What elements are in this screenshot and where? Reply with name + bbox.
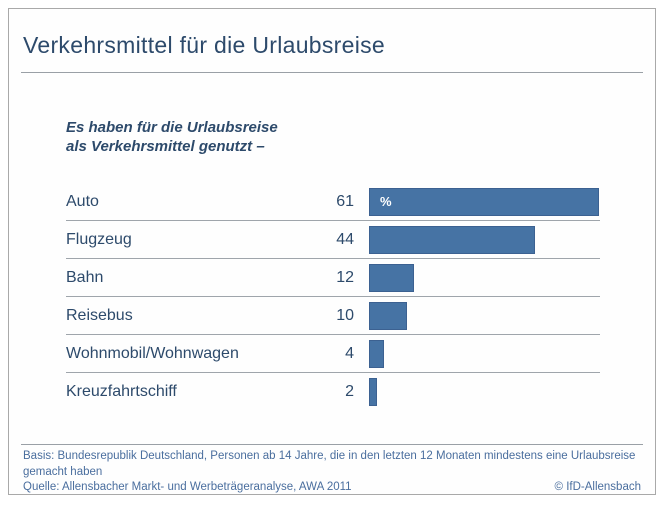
category-label: Auto	[66, 192, 99, 210]
category-label: Reisebus	[66, 306, 133, 324]
chart-row-bahn	[66, 259, 600, 297]
value-label: 2	[345, 383, 354, 400]
footer-copyright: © IfD-Allensbach	[554, 481, 641, 493]
chart-row-wohnmobil	[66, 335, 600, 373]
bar-track	[356, 378, 600, 406]
bar-bahn	[369, 264, 414, 292]
category-label: Bahn	[66, 268, 104, 286]
bar-flugzeug	[369, 226, 535, 254]
chart-row-auto	[66, 183, 600, 221]
chart-subtitle	[66, 118, 655, 156]
category-label: Wohnmobil/Wohnwagen	[66, 344, 239, 362]
percent-unit-label: %	[380, 194, 392, 209]
bar-track	[356, 226, 600, 254]
category-label: Flugzeug	[66, 230, 132, 248]
value-label: 12	[336, 268, 354, 286]
chart-panel	[8, 8, 656, 495]
chart-row-flugzeug	[66, 221, 600, 259]
bar-track	[356, 264, 600, 292]
chart-row-kreuzfahrtschiff	[66, 373, 600, 411]
bar-auto	[369, 188, 599, 216]
subtitle-line-2: als Verkehrsmittel genutzt –	[66, 138, 265, 155]
value-label: 44	[336, 230, 354, 248]
value-label: 10	[336, 306, 354, 324]
footer	[23, 449, 641, 495]
subtitle-line-1: Es haben für die Urlaubsreise	[66, 119, 278, 136]
bar-kreuzfahrtschiff	[369, 378, 377, 406]
value-label: 61	[336, 192, 354, 210]
footer-source: Quelle: Allensbacher Markt- und Werbeträgeranalyse, AWA 2011	[23, 481, 352, 493]
bar-wohnmobil	[369, 340, 384, 368]
bar-track	[356, 188, 600, 216]
bar-chart	[66, 183, 600, 411]
value-label: 4	[345, 344, 354, 362]
bar-track	[356, 302, 600, 330]
bar-reisebus	[369, 302, 407, 330]
page-title: Verkehrsmittel für die Urlaubsreise	[23, 32, 386, 58]
bar-track	[356, 340, 600, 368]
footer-divider	[21, 444, 643, 445]
category-label: Kreuzfahrtschiff	[66, 383, 177, 400]
title-divider	[21, 72, 643, 73]
footer-basis: Basis: Bundesrepublik Deutschland, Personen ab 14 Jahre, die in den letzten 12 Monaten mindestens eine Urlaubsreise gemacht haben	[23, 450, 636, 478]
chart-row-reisebus	[66, 297, 600, 335]
